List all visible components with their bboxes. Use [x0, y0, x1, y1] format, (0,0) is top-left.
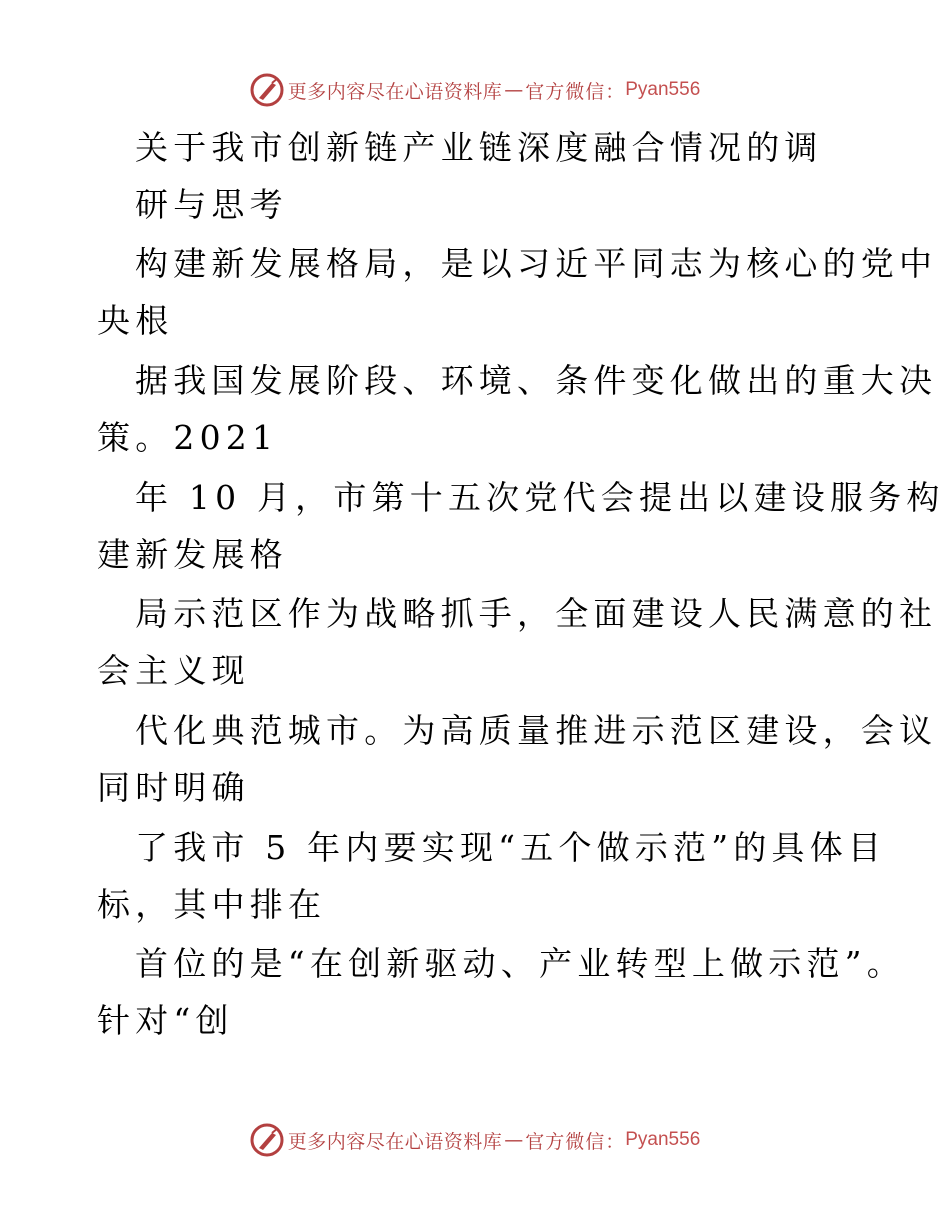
paragraph-line: 构建新发展格局，是以习近平同志为核心的党中 — [135, 244, 938, 283]
footer-watermark — [0, 1120, 950, 1160]
watermark-wechat-id: Pyan556 — [625, 79, 701, 100]
paragraph-line: 年 10 月，市第十五次党代会提出以建设服务构 — [135, 478, 945, 517]
paragraph-line: 同时明确 — [97, 768, 250, 807]
document-title-line-2: 研与思考 — [135, 185, 288, 224]
paragraph-line: 央根 — [97, 301, 174, 340]
paragraph-line: 标，其中排在 — [97, 885, 327, 924]
watermark-site-name: 更多内容尽在心语资料库 — [287, 1130, 503, 1153]
watermark-wechat-id: Pyan556 — [625, 1129, 701, 1150]
paragraph-line: 策。2021 — [97, 418, 279, 457]
watermark-wechat-label: 官方微信： — [525, 80, 626, 103]
paragraph-line: 建新发展格 — [97, 535, 288, 574]
paragraph-line: 了我市 5 年内要实现“五个做示范”的具体目 — [135, 828, 887, 867]
document-title-line-1: 关于我市创新链产业链深度融合情况的调 — [135, 128, 823, 167]
watermark-dash: — — [504, 79, 524, 101]
quill-logo-icon — [250, 1123, 284, 1157]
paragraph-line: 首位的是“在创新驱动、产业转型上做示范”。 — [135, 944, 905, 983]
watermark-site-name: 更多内容尽在心语资料库 — [287, 80, 503, 103]
watermark-wechat-label: 官方微信： — [525, 1130, 626, 1153]
paragraph-line: 针对“创 — [97, 1001, 234, 1040]
paragraph-line: 会主义现 — [97, 651, 250, 690]
paragraph-line: 代化典范城市。为高质量推进示范区建设，会议 — [135, 711, 938, 750]
paragraph-line: 据我国发展阶段、环境、条件变化做出的重大决 — [135, 361, 938, 400]
watermark-dash: — — [504, 1129, 524, 1151]
paragraph-line: 局示范区作为战略抓手，全面建设人民满意的社 — [135, 594, 938, 633]
